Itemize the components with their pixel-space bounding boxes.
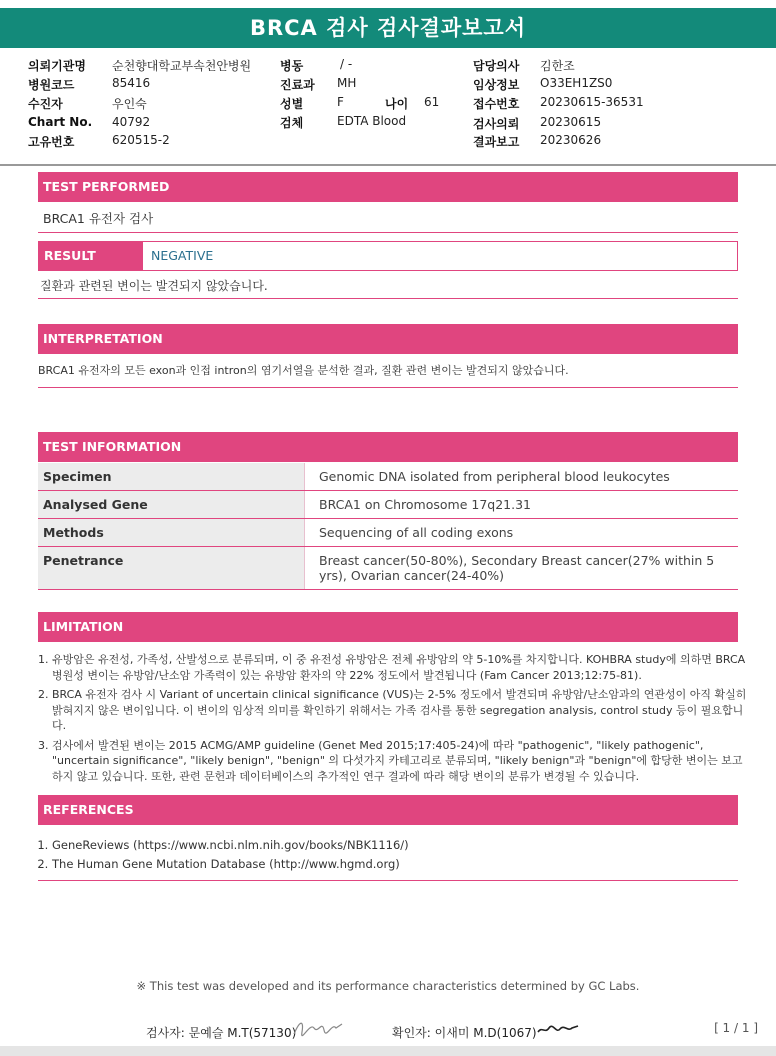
header-value: 85416	[112, 76, 151, 90]
header-label: 임상정보	[473, 78, 520, 92]
list-item: 1. GeneReviews (https://www.ncbi.nlm.nih.gov/books/NBK1116/)	[52, 836, 752, 855]
confirmer-signature	[536, 1020, 580, 1038]
info-value: Sequencing of all coding exons	[305, 519, 739, 547]
test-information-heading: TEST INFORMATION	[38, 432, 738, 462]
header-value: / -	[340, 57, 353, 71]
examiner-signature	[292, 1016, 344, 1040]
divider	[38, 232, 738, 233]
header-value: 20230626	[540, 133, 602, 147]
header-value: 김한조	[540, 59, 575, 73]
result-label: RESULT	[39, 242, 143, 270]
header-value: EDTA Blood	[337, 114, 407, 128]
examiner: 검사자: 문예슬 M.T(57130)	[146, 1026, 297, 1040]
header-value: 우인숙	[112, 97, 147, 111]
table-row	[38, 491, 738, 519]
test-performed-heading: TEST PERFORMED	[38, 172, 738, 202]
interpretation-text: BRCA1 유전자의 모든 exon과 인접 intron의 염기서열을 분석한 결과, 질환 관련 변이는 발견되지 않았습니다.	[38, 364, 569, 377]
header-value: O33EH1ZS0	[540, 76, 613, 90]
header-value: 20230615	[540, 115, 602, 129]
header-label: 수진자	[28, 97, 63, 111]
result-value: NEGATIVE	[151, 248, 214, 263]
list-item: 2. BRCA 유전자 검사 시 Variant of uncertain clinical significance (VUS)는 2-5% 정도에서 발견되며 유방암/난소암과의 연관성이 아직 확실히 밝혀지지 않은 변이입니다. 이 변이의 임상적 의미를 확인하기 위해서는 가족 검사를 통한 segregation analysis, control study 등이 필요합니다.	[52, 687, 752, 734]
header-label: Chart No.	[28, 115, 93, 129]
list-item: 2. The Human Gene Mutation Database (http://www.hgmd.org)	[52, 855, 752, 874]
result-text: 질환과 관련된 변이는 발견되지 않았습니다.	[40, 279, 268, 293]
header-label: 나이	[385, 97, 409, 111]
header-value: 순천향대학교부속천안병원	[112, 59, 252, 73]
header-label: 검체	[280, 116, 304, 130]
info-key: Methods	[38, 519, 305, 547]
report-title: BRCA 검사 검사결과보고서	[0, 8, 776, 48]
references-list	[38, 836, 752, 874]
divider	[38, 880, 738, 881]
header-label: 의뢰기관명	[28, 59, 86, 73]
info-value: Breast cancer(50-80%), Secondary Breast cancer(27% within 5 yrs), Ovarian cancer(24-40%)	[305, 547, 739, 590]
header-label: 병원코드	[28, 78, 75, 92]
confirmer: 확인자: 이새미 M.D(1067)	[392, 1026, 537, 1040]
header-value: 61	[424, 95, 440, 109]
info-key: Specimen	[38, 463, 305, 491]
references-heading: REFERENCES	[38, 795, 738, 825]
divider	[38, 387, 738, 388]
page-indicator: [ 1 / 1 ]	[714, 1021, 758, 1035]
test-information-table	[38, 463, 738, 590]
interpretation-heading: INTERPRETATION	[38, 324, 738, 354]
test-performed-text: BRCA1 유전자 검사	[43, 211, 154, 226]
info-value: BRCA1 on Chromosome 17q21.31	[305, 491, 739, 519]
list-item: 1. 유방암은 유전성, 가족성, 산발성으로 분류되며, 이 중 유전성 유방암은 전체 유방암의 약 5-10%를 차지합니다. KOHBRA study에 의하면 BRCA 병원성 변이는 유방암/난소암 가족력이 있는 유방암 환자의 약 22% 정도에서 발견됩니다 (Fam Cancer 2013;12:75-81).	[52, 652, 752, 683]
header-label: 접수번호	[473, 97, 520, 111]
header-label: 진료과	[280, 78, 315, 92]
bottom-bar	[0, 1046, 776, 1056]
info-key: Analysed Gene	[38, 491, 305, 519]
header-value: F	[337, 95, 344, 109]
list-item: 3. 검사에서 발견된 변이는 2015 ACMG/AMP guideline (Genet Med 2015;17:405-24)에 따라 "pathogenic", "likely pathogenic", "uncertain significance", "likely benign", "benign" 의 다섯가지 카테고리로 분류되며, "likely benign"과 "benign"에 합당한 변이는 보고하지 않고 있습니다. 또한, 관련 문헌과 데이터베이스의 추가적인 연구 결과에 따라 해당 변이의 분류가 변경될 수 있습니다.	[52, 738, 752, 785]
limitation-heading: LIMITATION	[38, 612, 738, 642]
info-value: Genomic DNA isolated from peripheral blood leukocytes	[305, 463, 739, 491]
header-value: 620515-2	[112, 133, 170, 147]
patient-header	[0, 48, 776, 162]
table-row	[38, 463, 738, 491]
header-label: 성별	[280, 97, 304, 111]
header-label: 결과보고	[473, 135, 520, 149]
header-value: 20230615-36531	[540, 95, 644, 109]
footer-note: ※ This test was developed and its performance characteristics determined by GC Labs.	[136, 979, 640, 993]
table-row	[38, 547, 738, 590]
header-label: 검사의뢰	[473, 117, 520, 131]
table-row	[38, 519, 738, 547]
header-value: 40792	[112, 115, 151, 129]
header-label: 담당의사	[473, 59, 520, 73]
header-divider	[0, 164, 776, 166]
header-label: 병동	[280, 59, 304, 73]
result-row	[38, 241, 738, 271]
limitation-list	[38, 652, 752, 788]
header-label: 고유번호	[28, 135, 75, 149]
info-key: Penetrance	[38, 547, 305, 590]
header-value: MH	[337, 76, 357, 90]
divider	[38, 298, 738, 299]
